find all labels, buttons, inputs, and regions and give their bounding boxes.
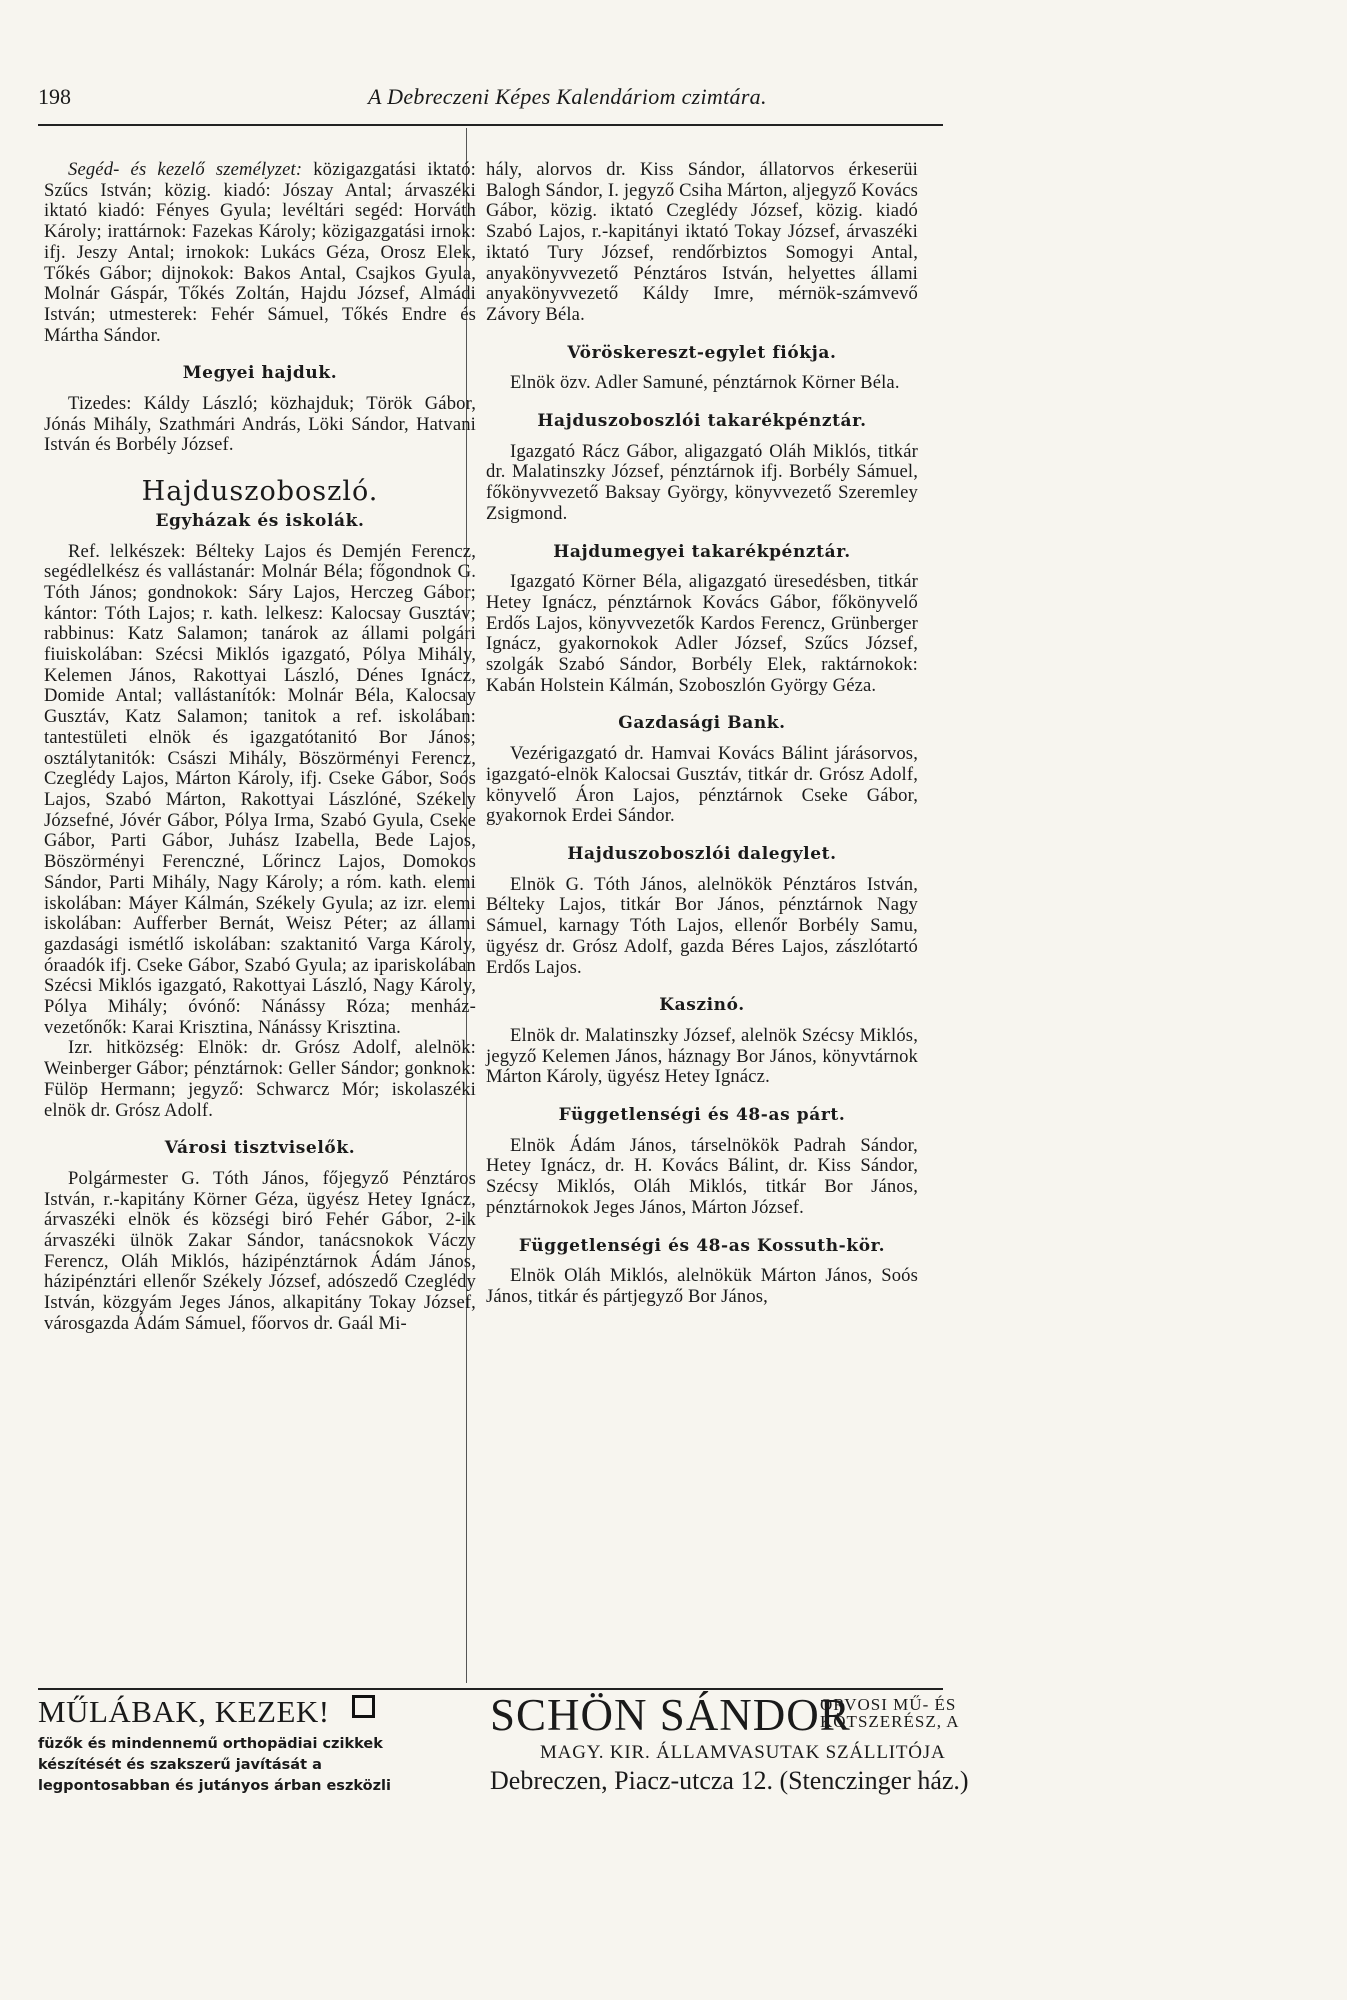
advert-profession-line2: KÖTSZERÉSZ, A (820, 1712, 960, 1731)
advert-headline-text: MŰLÁBAK, KEZEK! (38, 1694, 330, 1729)
takarekpenztar-paragraph: Igazgató Rácz Gábor, aligazgató Oláh Miklós, titkár dr. Malatinszky József, pénztárnok ifj. Borbély Sámuel, főkönyvvezető Baksay György, könyvvezető Szeremley Zsigmond. (486, 440, 918, 524)
advert-right (490, 1690, 969, 1796)
advert-name: SCHÖN SÁNDOR (490, 1690, 851, 1740)
page-number: 198 (38, 84, 71, 109)
heading-takarekpenztar: Hajduszoboszlói takarékpénztár. (537, 411, 867, 432)
heading-megyei-hajduk: Megyei hajduk. (182, 363, 338, 384)
fuggetlensegi-paragraph: Elnök Ádám János, társelnökök Padrah Sándor, Hetey Ignácz, dr. H. Kovács Bálint, dr. Kiss Sándor, Szécsy Miklós, Oláh Miklós, titkár Bor János, pénztárnokok Jeges János, Márton József. (486, 1134, 918, 1218)
town-heading: Hajduszoboszló. (141, 476, 379, 508)
advert-supplier: MAGY. KIR. ÁLLAMVASUTAK SZÁLLITÓJA (540, 1742, 946, 1763)
running-head: A Debreczeni Képes Kalendáriom czimtára. (368, 84, 767, 109)
ref-paragraph: Ref. lelkészek: Bélteky Lajos és Demjén Ferencz, segédlelkész és vallástanár: Molnár Béla; főgondnok G. Tóth János; gondnokok: Sáry Lajos, Herczeg Gábor; kántor: Tóth Lajos; r. kath. lelkesz: Kalocsay Gusztáv; rabbinus: Katz Salamon; tanárok az állami polgári fiuiskolában: Szécsi Miklós igazgató, Pólya Mihály, Kelemen János, Rakottyai László, Dénes Ignácz, Domide Antal; vallástanítók: Molnár Béla, Kalocsay Gusztáv, Katz Salamon; tanitok a ref. iskolában: tantestületi elnök és igazgatótanitó Bor János; osztálytanitók: Császi Mihály, Böszörményi Ferencz, Czeglédy Lajos, Márton Károly, ifj. Cseke Gábor, Soós Lajos, Szabó Márton, Rakottyai Lászlóné, Székely Józsefné, Jóvér Gábor, Pólya Irma, Szabó Gyula, Cseke Gábor, Parti Gábor, Juhász Izabella, Bede Lajos, Böszörményi Ferenczné, Lőrincz Lajos, Domokos Sándor, Parti Mihály, Nagy Károly; a róm. kath. elemi iskolában: Máyer Kálmán, Székely Gyula; az izr. elemi iskolában: Aufferber Bernát, Weisz Péter; az állami gazdasági ismétlő iskolában: szaktanitó Varga Károly, óraadók ifj. Cseke Gábor, Szabó Gyula; az ipariskolában Szécsi Miklós igazgató, Rakottyai László, Nagy Károly, Pólya Mihály; óvónő: Nánássy Róza; menház-vezetőnők: Karai Krisztina, Nánássy Krisztina. (44, 540, 476, 1038)
page-header (38, 84, 938, 114)
advert-left (38, 1694, 478, 1797)
advert-profession (820, 1696, 960, 1730)
heading-kaszino: Kaszinó. (659, 995, 745, 1016)
advert-address: Debreczen, Piacz-utcza 12. (Stenczinger ház.) (490, 1766, 969, 1795)
kossuth-paragraph: Elnök Oláh Miklós, alelnökük Márton János, Soós János, titkár és pártjegyző Bor János, (486, 1265, 918, 1307)
square-ornament-icon (352, 1695, 375, 1718)
kaszino-paragraph: Elnök dr. Malatinszky József, alelnök Szécsy Miklós, jegyző Kelemen János, háznagy Bor János, könyvtárnok Márton Károly, ügyész Hetey Ignácz. (486, 1024, 918, 1088)
staff-paragraph (44, 160, 476, 346)
advert-profession-line1: ORVOSI MŰ- ÉS (820, 1695, 957, 1714)
voroskereszt-paragraph: Elnök özv. Adler Samuné, pénztárnok Körner Béla. (510, 372, 900, 394)
advert-name-row (490, 1690, 960, 1740)
advert-body: füzők és mindennemű orthopädiai czikkek készítését és szakszerű javítását a legpontosabban és jutányos árban eszközli (38, 1736, 391, 1794)
heading-gazdasagi-bank: Gazdasági Bank. (618, 713, 786, 734)
heading-fuggetlensegi: Függetlenségi és 48-as párt. (558, 1105, 846, 1126)
megyei-paragraph: Tizedes: Káldy László; közhajduk; Török Gábor, Jónás Mihály, Szathmári András, Löki Sándor, Hatvani István és Borbély József. (44, 393, 476, 456)
left-column (44, 160, 476, 1335)
varosi-paragraph: Polgármester G. Tóth János, főjegyző Pénztáros István, r.-kapitány Körner Géza, ügyész Hetey Ignácz, árvaszéki elnök és községi biró Fehér Gábor, 2-ik árvaszéki ülnök Zakar Sándor, tanácsnokok Váczy Ferencz, Oláh Miklós, házipénztárnok Ádám János, házipénztári ellenőr Székely József, adószedő Czeglédy István, közgyám Jeges János, alkapitány Tokay József, városgazda Ádám Sámuel, főorvos dr. Gaál Mi- (44, 1167, 476, 1334)
header-rule (38, 124, 943, 126)
gazdasagi-paragraph: Vezérigazgató dr. Hamvai Kovács Bálint járásorvos, igazgató-elnök Kalocsai Gusztáv, titkár dr. Grósz Adolf, könyvelő Áron Lajos, pénztárnok Cseke Gábor, gyakornok Erdei Sándor. (486, 743, 918, 827)
heading-varosi: Városi tisztviselők. (164, 1138, 356, 1159)
heading-egyhazak: Egyházak és iskolák. (155, 510, 365, 531)
staff-lead: Segéd- és kezelő személyzet: (68, 159, 303, 180)
dalegylet-paragraph: Elnök G. Tóth János, alelnökök Pénztáros István, Bélteky Lajos, titkár Bor János, pénztárnok Nagy Sámuel, karnagy Tóth Lajos, ellenőr Borbély Samu, ügyész dr. Grósz Adolf, gazda Béres Lajos, zászlótartó Erdős Lajos. (486, 873, 918, 978)
heading-dalegylet: Hajduszoboszlói dalegylet. (567, 843, 837, 864)
heading-hajdumegyei: Hajdumegyei takarékpénztár. (553, 541, 851, 562)
continuation-paragraph: hály, alorvos dr. Kiss Sándor, állatorvos érkeserüi Balogh Sándor, I. jegyző Csiha Márton, aljegyző Kovács Gábor, közig. iktató Czeglédy József, közig. kiadó Szabó Lajos, r.-kapitányi iktató Tokay József, árvaszéki iktató Tury József, rendőrbiztos Somogyi Antal, anyakönyvvezető Pénztáros István, helyettes állami anyakönyvvezető Káldy Imre, mérnök-számvevő Závory Béla. (486, 159, 918, 325)
staff-text: közigazgatási iktató: Szűcs István; közig. kiadó: Jószay Antal; árvaszéki iktató kiadó: Fényes Gyula; levéltári segéd: Horváth Károly; irattárnok: Fazekas Károly; közigazgatási irnok: ifj. Jeszy Antal; irnokok: Lukács Géza, Orosz Elek, Tőkés Gábor; dijnokok: Bakos Antal, Csajkos Gyula, Molnár Gáspár, Tőkés Zoltán, Hajdu József, Almádi István; utmesterek: Fehér Sámuel, Tőkés Endre és Mártha Sándor. (44, 159, 476, 346)
heading-voroskereszt: Vöröskereszt-egylet fiókja. (567, 342, 837, 363)
right-column (486, 160, 918, 1308)
hajdumegyei-paragraph: Igazgató Körner Béla, aligazgató üresedésben, titkár Hetey Ignácz, pénztárnok Kovács Gábor, főkönyvelő Erdős Lajos, könyvvezetők Kardos Ferencz, Grünberger Ignácz, gyakornokok Adler József, Szűcs József, szolgák Szabó Sándor, Borbély Elek, raktárnokok: Kabán Holstein Kálmán, Szoboszlón György Géza. (486, 571, 918, 696)
heading-kossuth-kor: Függetlenségi és 48-as Kossuth-kör. (518, 1235, 886, 1256)
izr-paragraph: Izr. hitközség: Elnök: dr. Grósz Adolf, alelnök: Weinberger Gábor; pénztárnok: Geller Sándor; gonknok: Fülöp Hermann; jegyző: Schwarcz Mór; iskolaszéki elnök dr. Grósz Adolf. (44, 1037, 476, 1121)
advert-headline (38, 1694, 478, 1730)
